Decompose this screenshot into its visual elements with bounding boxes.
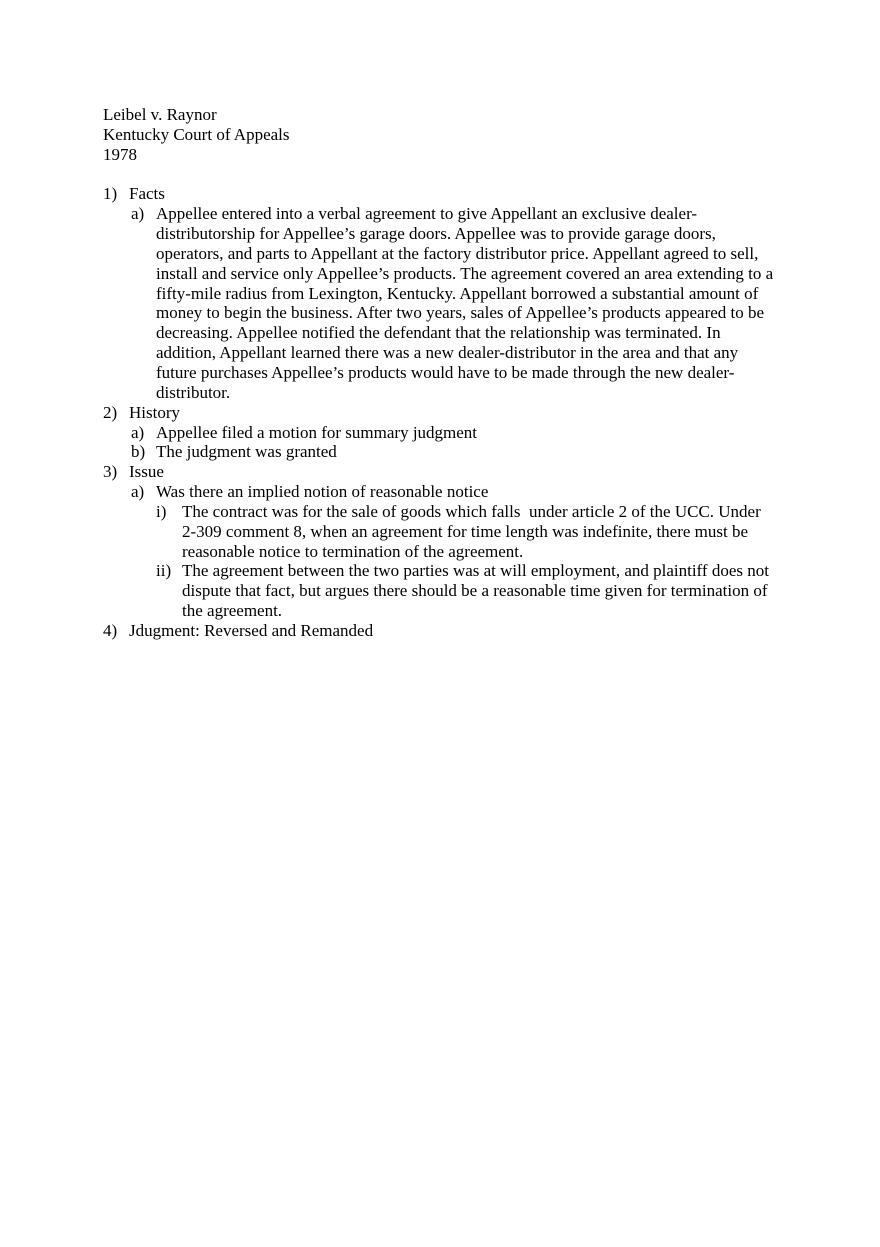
list-marker: 2) [103,402,118,422]
facts-paragraph: Appellee entered into a verbal agreement to give Appellant an exclusive dealer-distributorship for Appellee’s garage doors. Appellee was to provide garage doors, operators, and parts to Appellant at the factory distributor price. Appellant agreed to sell, install and service only Appellee’s products. The agreement covered an area extending to a fifty-mile radius from Lexington, Kentucky. Appellant borrowed a substantial amount of money to begin the business. After two years, sales of Appellee’s products appeared to be decreasing. Appellee notified the defendant that the relationship was terminated. In addition, Appellant learned there was a new dealer-distributor in the area and that any future purchases Appellee’s products would have to be made through the new dealer-distributor. [156,204,778,402]
list-marker: 4) [103,620,118,640]
outline-item-issue-a [131,482,774,502]
judgment-text: Jdugment: Reversed and Remanded [129,620,374,640]
issue-question: Was there an implied notion of reasonable notice [156,482,489,502]
outline-item-history-a [131,423,774,443]
case-name: Leibel v. Raynor [103,105,217,124]
list-marker: a) [131,422,145,442]
section-title: History [129,402,180,422]
list-marker: 3) [103,462,118,482]
outline-item-facts-a [131,204,778,402]
list-marker: 1) [103,184,118,204]
section-title: Issue [129,462,164,482]
case-court: Kentucky Court of Appeals [103,124,290,144]
outline-item-issue-a-i [156,502,774,562]
list-marker: a) [131,204,145,224]
case-year: 1978 [103,144,137,164]
outline-item-issue-a-ii [156,561,774,621]
list-marker: a) [131,482,145,502]
issue-analysis: The contract was for the sale of goods which falls under article 2 of the UCC. Under 2-309 comment 8, when an agreement for time length was indefinite, there must be reasonable notice to termination of the agreement. [182,501,766,561]
history-point: Appellee filed a motion for summary judgment [156,422,478,442]
history-point: The judgment was granted [156,442,337,462]
outline-item-history [103,403,774,423]
list-marker: ii) [156,561,172,581]
case-outline [103,184,778,640]
outline-item-history-b [131,442,774,462]
case-header [103,105,774,165]
issue-analysis: The agreement between the two parties was at will employment, and plaintiff does not dispute that fact, but argues there should be a reasonable time given for termination of the agreement. [182,561,774,621]
outline-item-judgment [103,621,774,641]
outline-item-issue [103,462,774,482]
section-title: Facts [129,184,165,204]
list-marker: i) [156,501,167,521]
outline-item-facts [103,184,774,204]
list-marker: b) [131,442,146,462]
